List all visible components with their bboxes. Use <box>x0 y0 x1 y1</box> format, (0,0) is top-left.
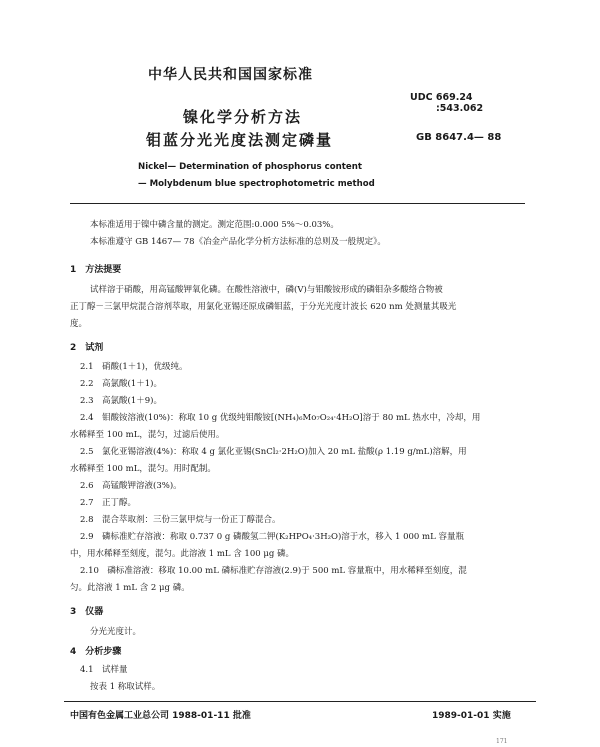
section-heading-principle: 1 方法提要 <box>70 265 122 275</box>
english-title-line2: — Molybdenum blue spectrophotometric method <box>138 179 375 189</box>
reagent-item-2-4-line2: 水稀释至 100 mL，混匀，过滤后使用。 <box>70 430 225 440</box>
subsection-heading-sample-amount: 4.1 试样量 <box>80 665 128 675</box>
gb-standard-number: GB 8647.4— 88 <box>416 132 502 143</box>
section-heading-reagents: 2 试剂 <box>70 343 104 353</box>
reagent-item-2-9-line1: 2.9 磷标准贮存溶液：称取 0.737 0 g 磷酸氢二钾(K₂HPO₄·3H₂O)溶于水，移入 1 000 mL 容量瓶 <box>80 532 464 542</box>
footer-divider <box>64 701 536 702</box>
section-heading-apparatus: 3 仪器 <box>70 607 104 617</box>
principle-text-line3: 度。 <box>70 319 88 329</box>
approval-statement: 中国有色金属工业总公司 1988-01-11 批准 <box>70 711 251 721</box>
reagent-item-2-8: 2.8 混合萃取剂：三份三氯甲烷与一份正丁醇混合。 <box>80 515 281 525</box>
udc-code-line1: UDC 669.24 <box>410 92 473 103</box>
udc-code-line2: :543.062 <box>436 103 484 114</box>
reagent-item-2-5-line2: 水稀释至 100 mL，混匀。用时配制。 <box>70 464 216 474</box>
apparatus-text: 分光光度计。 <box>90 627 142 637</box>
implementation-date: 1989-01-01 实施 <box>432 711 511 721</box>
reagent-item-2-10-line1: 2.10 磷标准溶液：移取 10.00 mL 磷标准贮存溶液(2.9)于 500 mL 容量瓶中，用水稀释至刻度，混 <box>80 566 467 576</box>
compliance-statement: 本标准遵守 GB 1467— 78《冶金产品化学分析方法标准的总则及一般规定》。 <box>90 237 386 247</box>
document-title-line1: 镍化学分析方法 <box>183 108 303 126</box>
reagent-item-2-3: 2.3 高氯酸(1＋9)。 <box>80 396 162 406</box>
reagent-item-2-4-line1: 2.4 钼酸铵溶液(10%)：称取 10 g 优级纯钼酸铵[(NH₄)₆Mo₇O₂₄·4H₂O]溶于 80 mL 热水中，冷却，用 <box>80 413 481 423</box>
reagent-item-2-6: 2.6 高锰酸钾溶液(3%)。 <box>80 481 182 491</box>
principle-text-line2: 正丁醇－三氯甲烷混合溶剂萃取，用氯化亚锡还原成磷钼蓝，于分光光度计波长 620 nm 处测量其吸光 <box>70 302 457 312</box>
reagent-item-2-2: 2.2 高氯酸(1＋1)。 <box>80 379 162 389</box>
reagent-item-2-9-line2: 中，用水稀释至刻度，混匀。此溶液 1 mL 含 100 μg 磷。 <box>70 549 295 559</box>
principle-text-line1: 试样溶于硝酸，用高锰酸钾氧化磷。在酸性溶液中，磷(V)与钼酸铵形成的磷钼杂多酸络合物被 <box>90 285 443 295</box>
reagent-item-2-5-line1: 2.5 氯化亚锡溶液(4%)：称取 4 g 氯化亚锡(SnCl₂·2H₂O)加入 20 mL 盐酸(ρ 1.19 g/mL)溶解，用 <box>80 447 467 457</box>
english-title-line1: Nickel— Determination of phosphorus content <box>138 162 362 172</box>
reagent-item-2-10-line2: 匀。此溶液 1 mL 含 2 μg 磷。 <box>70 583 190 593</box>
scope-statement: 本标准适用于镍中磷含量的测定。测定范围:0.000 5%～0.03%。 <box>90 220 339 230</box>
header-divider <box>70 203 525 204</box>
document-title-line2: 钼蓝分光光度法测定磷量 <box>146 131 334 149</box>
sample-amount-text: 按表 1 称取试样。 <box>90 682 161 692</box>
reagent-item-2-1: 2.1 硝酸(1＋1)，优级纯。 <box>80 362 188 372</box>
section-heading-procedure: 4 分析步骤 <box>70 647 122 657</box>
page-number: 171 <box>496 738 508 745</box>
issuing-authority: 中华人民共和国国家标准 <box>148 67 313 83</box>
reagent-item-2-7: 2.7 正丁醇。 <box>80 498 137 508</box>
